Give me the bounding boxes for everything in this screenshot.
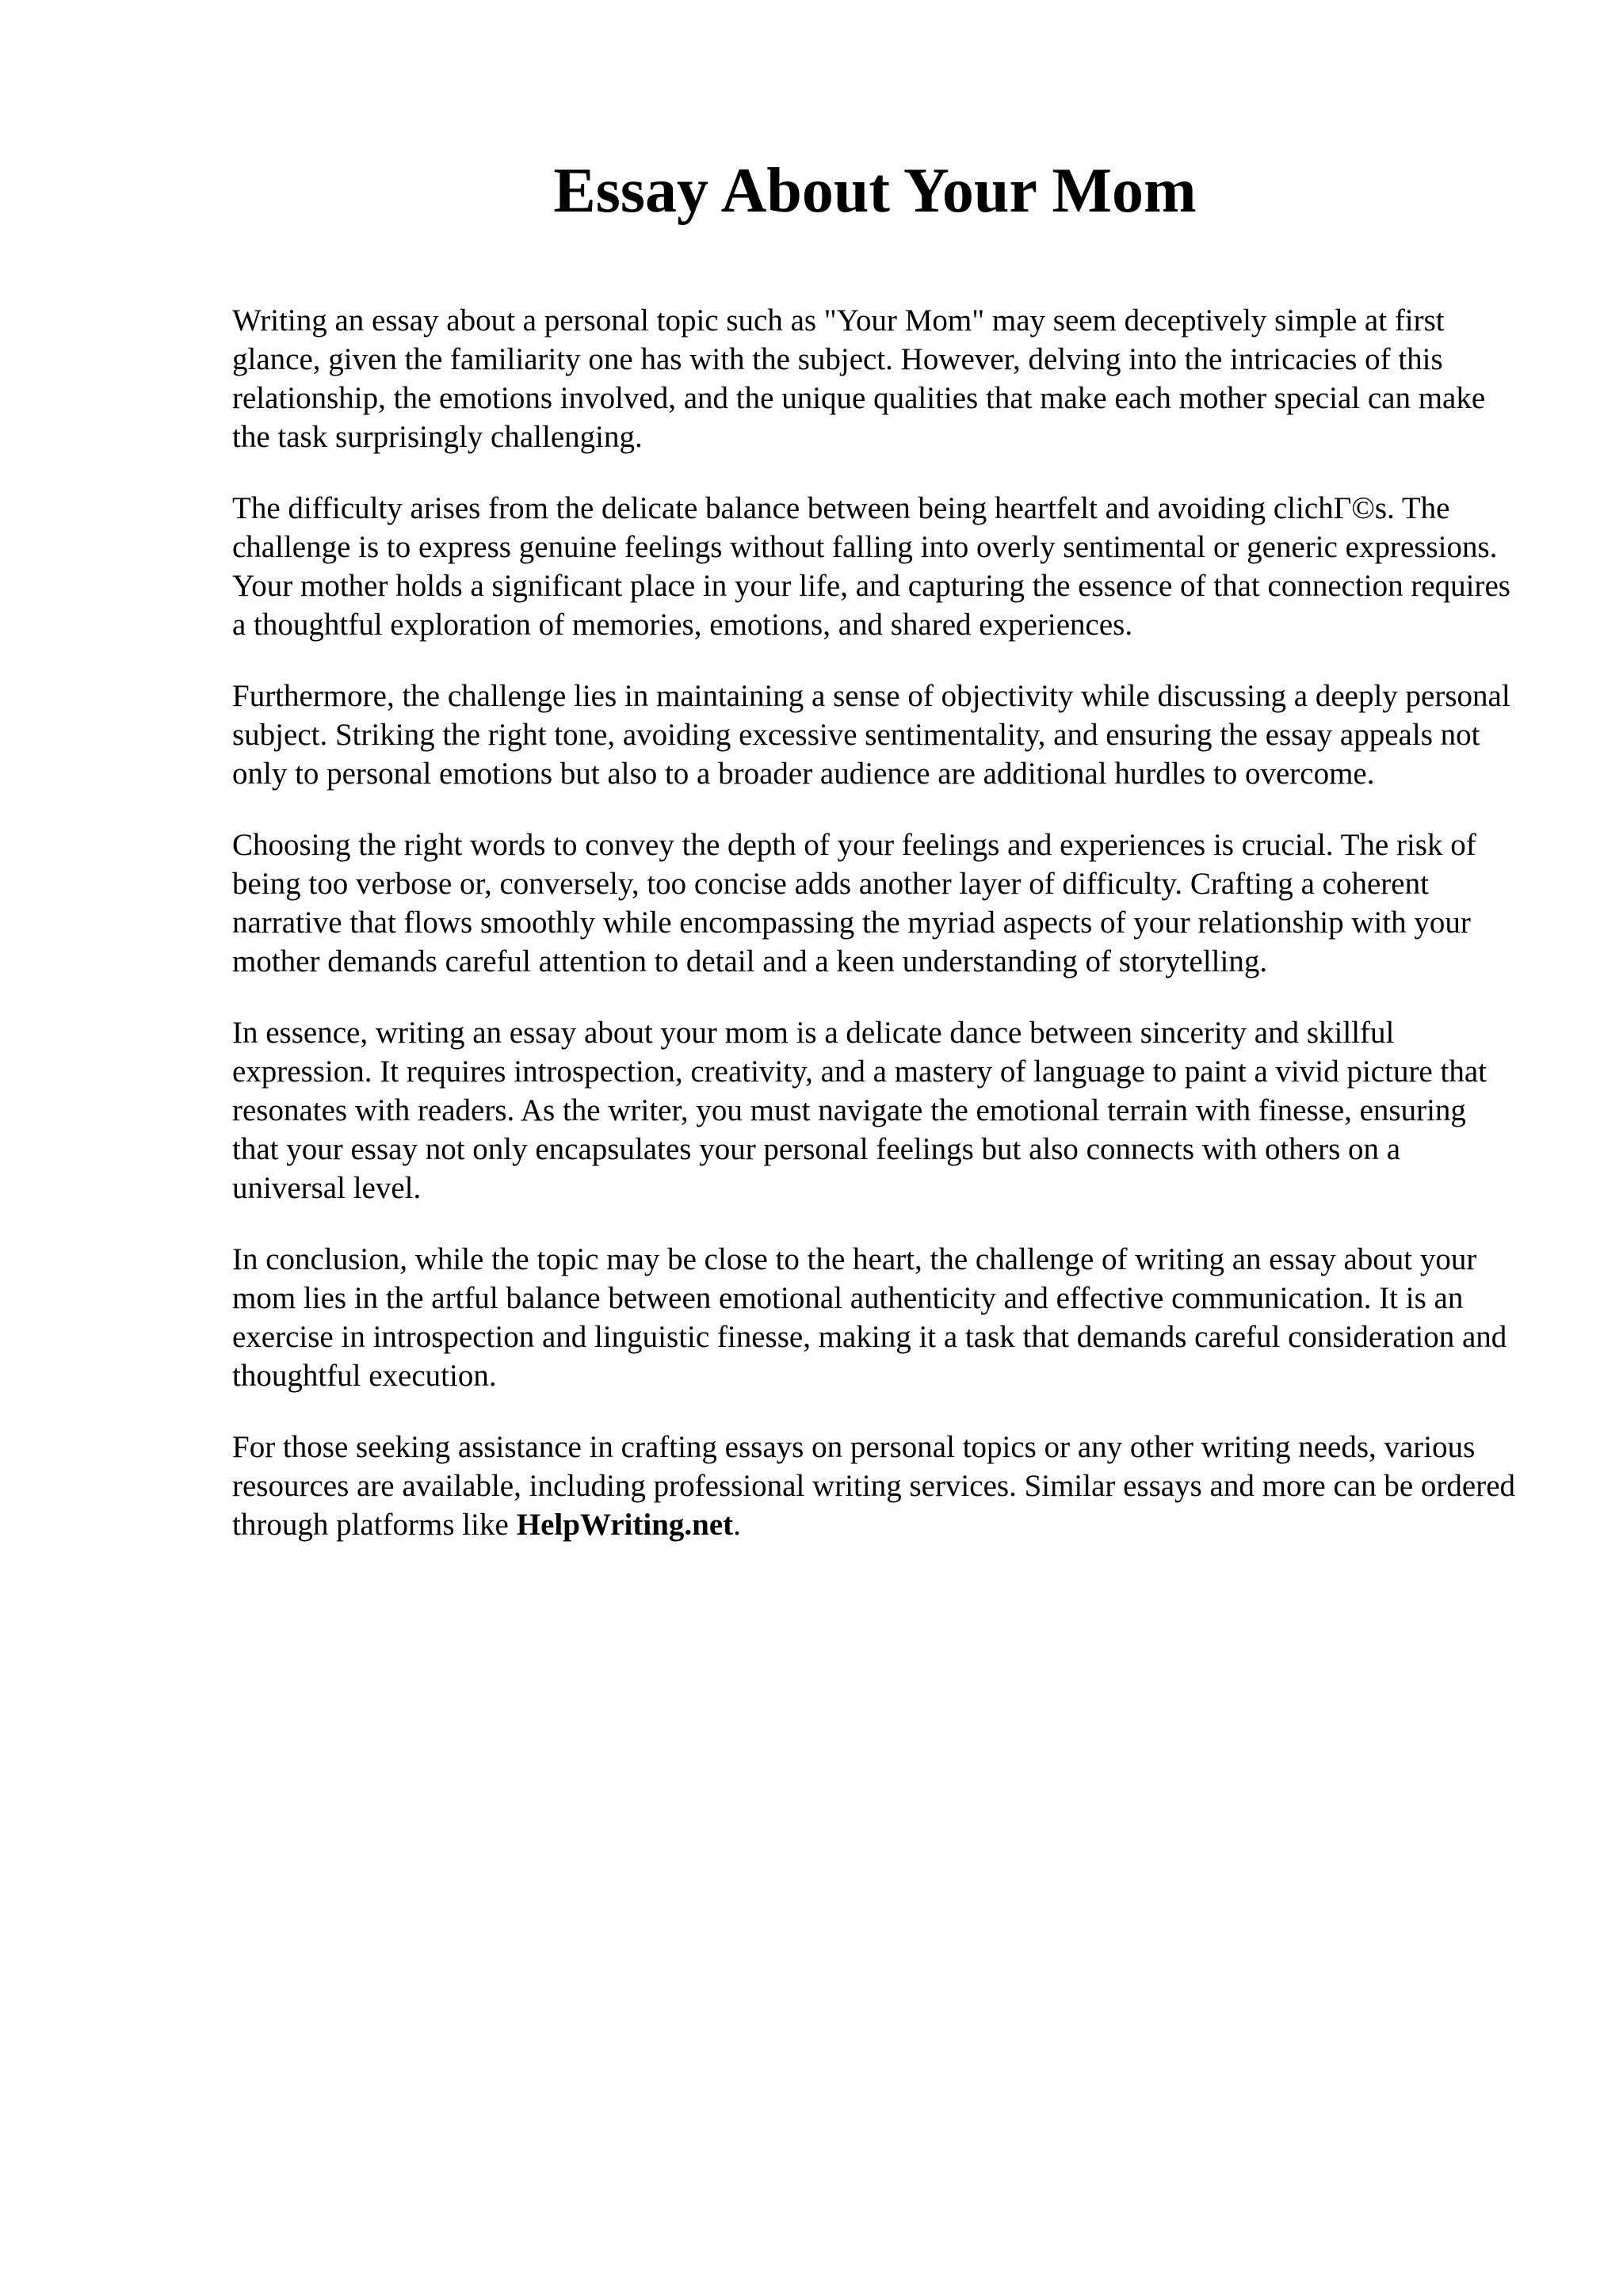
paragraph-4: Choosing the right words to convey the depth of your feelings and experiences is crucial. The risk of being too verbose or, conversely, too concise adds another layer of difficulty. Crafting a coherent narrative that flows smoothly while encompassing the myriad aspects of your relationship with your mother demands careful attention to detail and a keen understanding of storytelling.: [232, 828, 1476, 978]
paragraph-6: In conclusion, while the topic may be close to the heart, the challenge of writing an essay about your mom lies in the artful balance between emotional authenticity and effective communication. It is an exercise in introspection and linguistic finesse, making it a task that demands careful consideration and thoughtful execution.: [232, 1242, 1507, 1393]
paragraph-3: Furthermore, the challenge lies in maintaining a sense of objectivity while discussing a deeply personal subject. Striking the right tone, avoiding excessive sentimentality, and ensuring the essay appeals not only to personal emotions but also to a broader audience are additional hurdles to overcome.: [232, 679, 1510, 791]
brand-link[interactable]: HelpWriting.net: [516, 1508, 734, 1542]
paragraph-2: The difficulty arises from the delicate balance between being heartfelt and avoiding clichГ©s. The challenge is to express genuine feelings without falling into overly sentimental or generic expressions. Your mother holds a significant place in your life, and capturing the essence of that connection requires a thoughtful exploration of memories, emotions, and shared experiences.: [232, 491, 1510, 642]
paragraph-1: Writing an essay about a personal topic such as "Your Mom" may seem deceptively simple at first glance, given the familiarity one has with the subject. However, delving into the intricacies of this relationship, the emotions involved, and the unique qualities that make each mother special can make the task surprisingly challenging.: [232, 303, 1486, 454]
essay-body: [232, 301, 1516, 1577]
closing-period: .: [733, 1508, 741, 1542]
paragraph-5: In essence, writing an essay about your mom is a delicate dance between sincerity and skillful expression. It requires introspection, creativity, and a mastery of language to paint a vivid picture that resonates with readers. As the writer, you must navigate the emotional terrain with finesse, ensuring that your essay not only encapsulates your personal feelings but also connects with others on a universal level.: [232, 1016, 1487, 1205]
closing-paragraph: [232, 1428, 1516, 1544]
page-title: Essay About Your Mom: [553, 156, 1197, 226]
closing-text: For those seeking assistance in crafting essays on personal topics or any other writing needs, various resources are available, including professional writing services. Similar essays and more can be ordered through platforms like: [232, 1430, 1516, 1542]
